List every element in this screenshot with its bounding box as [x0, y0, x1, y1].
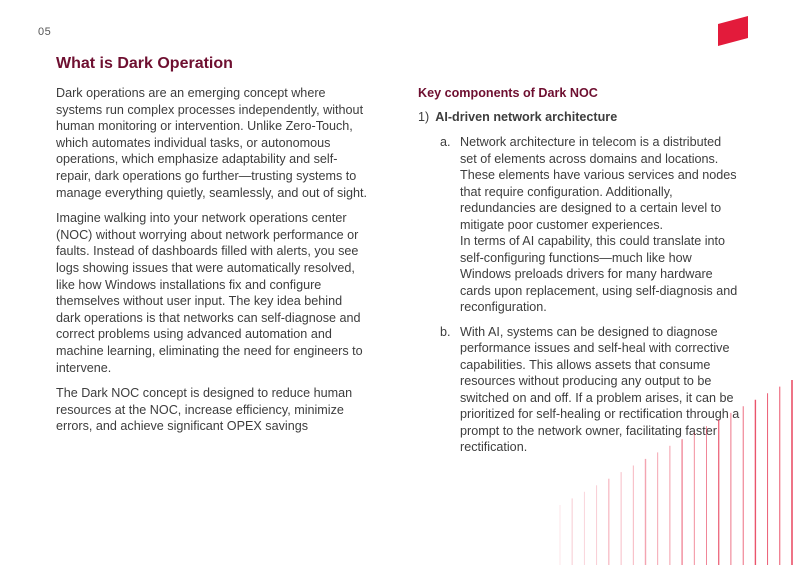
- list-item-paragraph: With AI, systems can be designed to diagnose performance issues and self-heal with corrective capabilities. This allows assets that consume resources without producing any output to be switched on and off. If a problem arises, it can be prioritized for self-healing or rectification through a prompt to the network owner, facilitating faster rectification.: [460, 324, 740, 454]
- intro-text-column: [56, 85, 368, 444]
- section-number: 1): [418, 110, 430, 124]
- list-marker: a.: [440, 135, 451, 149]
- key-components-heading: Key components of Dark NOC: [418, 86, 598, 100]
- list-item-paragraph: In terms of AI capability, this could translate into self-configuring functions—much like how Windows preloads drivers for many hardware cards upon replacement, using self-diagnosis and reconfiguration.: [460, 234, 738, 314]
- red-parallelogram-logo-icon: [718, 16, 748, 46]
- intro-paragraph-1: Dark operations are an emerging concept where systems run complex processes independently, without human monitoring or intervention. Unlike Zero-Touch, which automates individual tasks, or autonomous operations, which emphasize adaptability and self-repair, dark operations go further—trusting systems to manage everything quietly, seamlessly, and out of sight.: [56, 86, 368, 200]
- section-heading: [418, 110, 617, 124]
- intro-paragraph-2: Imagine walking into your network operations center (NOC) without worrying about network performance or faults. Instead of dashboards filled with alerts, you see logs showing issues that were automatically resolved, like how Windows installations fix and configure themselves without user input. The key idea behind dark operations is that networks can self-diagnose and correct problems using advanced automation and machine learning, eliminating the need for engineers to intervene.: [56, 211, 363, 375]
- page-number: 05: [38, 26, 52, 38]
- intro-paragraph-3: The Dark NOC concept is designed to reduce human resources at the NOC, increase efficiency, minimize errors, and achieve significant OPEX savings: [56, 386, 353, 434]
- list-item-paragraph: Network architecture in telecom is a distributed set of elements across domains and locations. These elements have various services and nodes that require configuration. Additionally, redundancies are designed to a certain level to mitigate poor customer experiences.: [460, 135, 737, 232]
- page-title: What is Dark Operation: [56, 55, 233, 72]
- list-item: [440, 134, 740, 316]
- list-marker: b.: [440, 324, 451, 339]
- list-item: [440, 324, 740, 456]
- components-list: [440, 134, 740, 464]
- section-title-text: AI-driven network architecture: [435, 110, 618, 124]
